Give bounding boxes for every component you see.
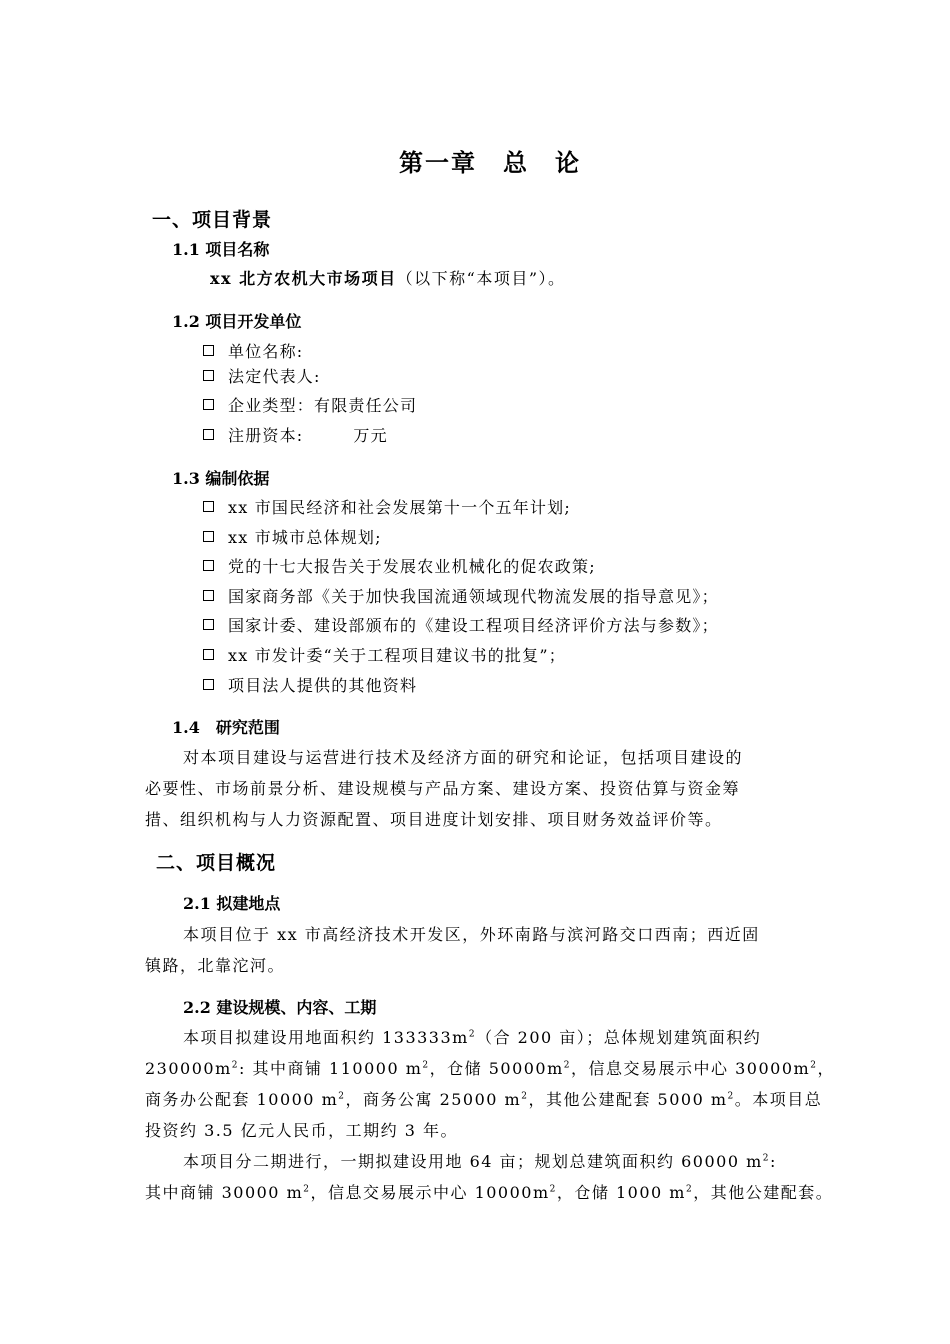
checkbox-icon: [203, 399, 214, 410]
list-item: 企业类型：有限责任公司: [203, 393, 417, 416]
checkbox-icon: [203, 531, 214, 542]
subsection-heading-project-name: 1.1 项目名称: [172, 240, 270, 259]
phase-line: 本项目分二期进行，一期拟建设用地 64 亩；规划总建筑面积约 60000 $m^2$:: [183, 1152, 777, 1171]
project-name-note: （以下称“本项目”）。: [396, 269, 566, 288]
list-item: 法定代表人:: [203, 364, 321, 387]
list-item: xx 市发计委“关于工程项目建议书的批复”；: [203, 643, 566, 666]
checkbox-icon: [203, 590, 214, 601]
location-line: 镇路，北靠沱河。: [145, 956, 286, 975]
checkbox-icon: [203, 560, 214, 571]
capital-unit: 万元: [353, 426, 388, 445]
subsection-heading-location: 2.1 拟建地点: [183, 894, 281, 913]
list-item: 党的十七大报告关于发展农业机械化的促农政策;: [203, 554, 596, 577]
checkbox-icon: [203, 345, 214, 356]
checkbox-icon: [203, 501, 214, 512]
scale-line: 投资约 3.5 亿元人民币，工期约 3 年。: [145, 1121, 458, 1140]
checkbox-icon: [203, 679, 214, 690]
project-name-paragraph: [210, 266, 566, 289]
subsection-heading-scale: 2.2 建设规模、内容、工期: [183, 998, 377, 1017]
scope-line: 措、组织机构与人力资源配置、项目进度计划安排、项目财务效益评价等。: [145, 810, 723, 829]
phase-line: 其中商铺 30000 $m^2$，信息交易展示中心 $10000m^2$，仓储 1000 $m^2$，其他公建配套。: [145, 1183, 834, 1202]
scale-line: 本项目拟建设用地面积约 $133333m^2$（合 200 亩）；总体规划建筑面积约: [183, 1028, 762, 1047]
chapter-title: 第一章 总 论: [399, 148, 581, 177]
scope-line: 对本项目建设与运营进行技术及经济方面的研究和论证，包括项目建设的: [183, 748, 744, 767]
checkbox-icon: [203, 649, 214, 660]
project-name: xx 北方农机大市场项目: [210, 269, 397, 288]
list-item: 国家商务部《关于加快我国流通领域现代物流发展的指导意见》；: [203, 584, 719, 607]
scale-line: $230000m^2$: 其中商铺 110000 $m^2$，仓储 $50000m^2$，信息交易展示中心 $30000m^2$，: [145, 1059, 835, 1078]
subsection-heading-scope: 1.4 研究范围: [172, 718, 280, 737]
list-item: 项目法人提供的其他资料: [203, 673, 417, 696]
location-line: 本项目位于 xx 市高经济技术开发区，外环南路与滨河路交口西南；西近固: [183, 925, 760, 944]
list-item: 单位名称:: [203, 339, 303, 362]
list-item: xx 市城市总体规划;: [203, 525, 382, 548]
checkbox-icon: [203, 429, 214, 440]
scale-line: 商务办公配套 10000 $m^2$，商务公寓 25000 $m^2$，其他公建配套 5000 $m^2$。本项目总: [145, 1090, 823, 1109]
list-item: xx 市国民经济和社会发展第十一个五年计划;: [203, 495, 571, 518]
list-item: 注册资本: 万元: [203, 423, 388, 446]
subsection-heading-basis: 1.3 编制依据: [172, 469, 270, 488]
checkbox-icon: [203, 619, 214, 630]
section-heading-project-overview: 二、项目概况: [156, 852, 277, 874]
subsection-heading-developer: 1.2 项目开发单位: [172, 312, 302, 331]
section-heading-project-background: 一、项目背景: [152, 209, 273, 231]
checkbox-icon: [203, 370, 214, 381]
list-item: 国家计委、建设部颁布的《建设工程项目经济评价方法与参数》；: [203, 613, 719, 636]
scope-line: 必要性、市场前景分析、建设规模与产品方案、建设方案、投资估算与资金筹: [145, 779, 741, 798]
